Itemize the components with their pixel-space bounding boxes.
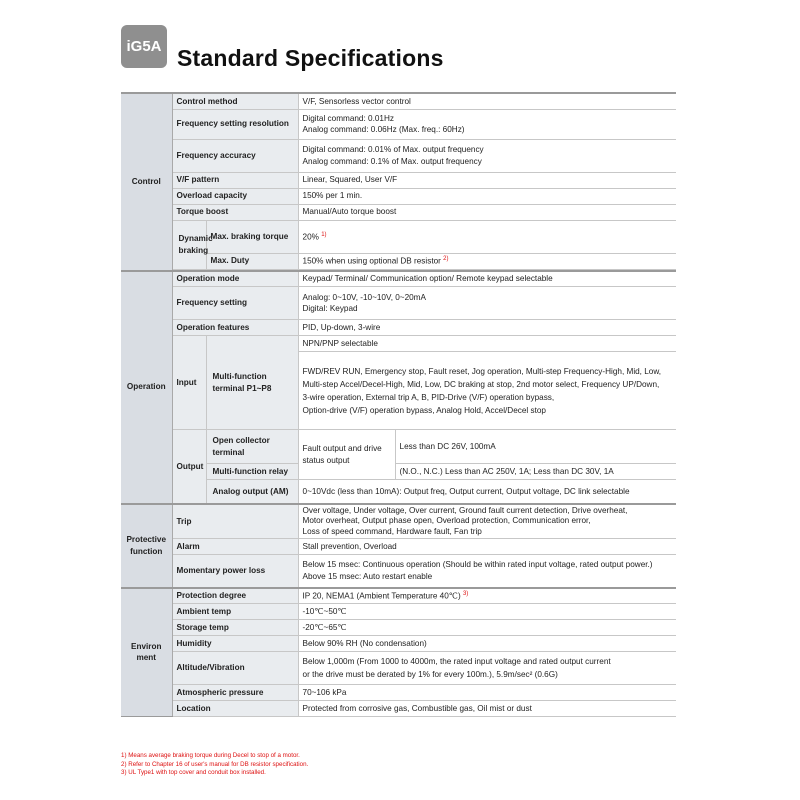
value-line: Loss of speed command, Hardware fault, Fan trip <box>302 526 482 536</box>
value-operation-mode: Keypad/ Terminal/ Communication option/ Remote keypad selectable <box>298 271 676 287</box>
value-frequency-resolution <box>298 109 676 139</box>
value-max-braking-torque <box>298 220 676 253</box>
label-open-collector: Open collector terminal <box>206 430 298 464</box>
row-control-method <box>121 93 676 109</box>
value-line: Digital command: 0.01% of Max. output frequency <box>302 145 484 154</box>
footnote: 1) Means average braking torque during Decel to stop of a motor. <box>121 752 300 759</box>
value-torque-boost: Manual/Auto torque boost <box>298 204 676 220</box>
value-line: Below 15 msec: Continuous operation (Should be within rated input voltage, rated output power.) <box>302 560 653 570</box>
row-protection-degree <box>121 588 676 604</box>
label-max-duty: Max. Duty <box>206 253 298 269</box>
label-frequency-resolution: Frequency setting resolution <box>172 109 298 139</box>
label-multi-function-terminal: Multi-function terminal P1~P8 <box>206 336 298 430</box>
value-line: Multi-step Accel/Decel-High, Mid, Low, DC braking at stop, 2nd motor select, Frequency UP/Down, <box>302 379 660 389</box>
label-operation-features: Operation features <box>172 320 298 336</box>
value-line: Motor overheat, Output phase open, Overload protection, Communication error, <box>302 516 591 525</box>
value-line: Analog command: 0.06Hz (Max. freq.: 60Hz) <box>302 125 465 134</box>
value-max-duty <box>298 253 676 269</box>
value-input-functions <box>298 352 676 430</box>
value-line: Digital command: 0.01Hz <box>302 113 394 123</box>
value-control-method: V/F, Sensorless vector control <box>298 93 676 109</box>
row-dynamic-braking-torque <box>121 220 676 253</box>
value-pressure: 70~106 kPa <box>298 685 676 701</box>
value-alarm: Stall prevention, Overload <box>298 539 676 555</box>
row-power-loss <box>121 555 676 588</box>
row-operation-mode <box>121 271 676 287</box>
value-line: Analog command: 0.1% of Max. output frequency <box>302 156 482 166</box>
value-line: Below 1,000m (From 1000 to 4000m, the rated input voltage and rated output current <box>302 657 611 666</box>
footnotes <box>121 752 308 778</box>
row-input-npn <box>121 336 676 352</box>
label-multi-function-relay: Multi-function relay <box>206 464 298 480</box>
label-frequency-accuracy: Frequency accuracy <box>172 139 298 172</box>
label-altitude: Altitude/Vibration <box>172 652 298 685</box>
label-max-braking-torque: Max. braking torque <box>206 220 298 253</box>
label-output: Output <box>172 430 206 504</box>
label-alarm: Alarm <box>172 539 298 555</box>
row-location <box>121 701 676 717</box>
value-ambient-temp: -10℃~50℃ <box>298 604 676 620</box>
label-operation-mode: Operation mode <box>172 271 298 287</box>
row-frequency-setting <box>121 287 676 320</box>
value-text: 20% <box>302 232 319 242</box>
row-overload <box>121 188 676 204</box>
row-storage-temp <box>121 620 676 636</box>
row-humidity <box>121 636 676 652</box>
value-analog-output: 0~10Vdc (less than 10mA): Output freq, Output current, Output voltage, DC link selectable <box>298 480 676 504</box>
label-storage-temp: Storage temp <box>172 620 298 636</box>
value-storage-temp: -20℃~65℃ <box>298 620 676 636</box>
value-text: 150% when using optional DB resistor <box>302 257 441 267</box>
label-dynamic-braking: Dynamic braking <box>172 220 206 269</box>
value-line: 3-wire operation, External trip A, B, PID-Drive (V/F) operation bypass, <box>302 392 555 402</box>
value-trip <box>298 504 676 539</box>
category-environment: Environ ment <box>121 588 172 717</box>
value-location: Protected from corrosive gas, Combustible gas, Oil mist or dust <box>298 701 676 717</box>
label-control-method: Control method <box>172 93 298 109</box>
category-operation: Operation <box>121 271 172 504</box>
footnote: 2) Refer to Chapter 16 of user's manual for DB resistor specification. <box>121 760 309 768</box>
label-overload: Overload capacity <box>172 188 298 204</box>
value-vf-pattern: Linear, Squared, User V/F <box>298 172 676 188</box>
label-pressure: Atmospheric pressure <box>172 685 298 701</box>
row-altitude <box>121 652 676 685</box>
value-multi-function-relay: (N.O., N.C.) Less than AC 250V, 1A; Less than DC 30V, 1A <box>395 464 676 480</box>
value-line: FWD/REV RUN, Emergency stop, Fault reset, Jog operation, Multi-step Frequency-High, Mid, Low, <box>302 366 662 376</box>
value-power-loss <box>298 555 676 588</box>
label-humidity: Humidity <box>172 636 298 652</box>
label-input: Input <box>172 336 206 430</box>
row-alarm <box>121 539 676 555</box>
row-operation-features <box>121 320 676 336</box>
label-vf-pattern: V/F pattern <box>172 172 298 188</box>
value-overload: 150% per 1 min. <box>298 188 676 204</box>
row-pressure <box>121 685 676 701</box>
page-title: Standard Specifications <box>177 45 444 71</box>
row-frequency-accuracy <box>121 139 676 172</box>
label-torque-boost: Torque boost <box>172 204 298 220</box>
label-power-loss: Momentary power loss <box>172 555 298 588</box>
value-operation-features: PID, Up-down, 3-wire <box>298 320 676 336</box>
value-line: Option-drive (V/F) operation bypass, Analog Hold, Accel/Decel stop <box>302 405 546 415</box>
value-line: Over voltage, Under voltage, Over current, Ground fault current detection, Drive overheat, <box>302 505 628 515</box>
label-analog-output: Analog output (AM) <box>206 480 298 504</box>
row-vf-pattern <box>121 172 676 188</box>
label-frequency-setting: Frequency setting <box>172 287 298 320</box>
model-badge: iG5A <box>121 25 167 68</box>
row-output-open-collector <box>121 430 676 464</box>
label-trip: Trip <box>172 504 298 539</box>
label-fault-output: Fault output and drive status output <box>298 430 395 480</box>
footnote: 3) UL Type1 with top cover and conduit box installed. <box>121 769 266 776</box>
value-line: Above 15 msec: Auto restart enable <box>302 571 433 581</box>
value-protection-degree <box>298 588 676 604</box>
value-altitude <box>298 652 676 685</box>
value-line: Analog: 0~10V, -10~10V, 0~20mA <box>302 292 426 302</box>
value-frequency-accuracy <box>298 139 676 172</box>
value-npn-pnp: NPN/PNP selectable <box>298 336 676 352</box>
value-line: or the drive must be derated by 1% for every 100m.), 5.9m/sec² (0.6G) <box>302 670 558 679</box>
value-humidity: Below 90% RH (No condensation) <box>298 636 676 652</box>
footnote-marker: 2) <box>443 256 449 263</box>
row-frequency-resolution <box>121 109 676 139</box>
label-location: Location <box>172 701 298 717</box>
category-protective: Protective function <box>121 504 172 588</box>
footnote-marker: 3) <box>462 591 469 598</box>
spec-table <box>121 92 676 717</box>
row-ambient-temp <box>121 604 676 620</box>
label-protection-degree: Protection degree <box>172 588 298 604</box>
row-trip <box>121 504 676 539</box>
value-text: IP 20, NEMA1 (Ambient Temperature 40℃) <box>302 591 461 601</box>
label-ambient-temp: Ambient temp <box>172 604 298 620</box>
footnote-marker: 1) <box>321 231 327 238</box>
value-open-collector: Less than DC 26V, 100mA <box>395 430 676 464</box>
row-torque-boost <box>121 204 676 220</box>
value-line: Digital: Keypad <box>302 304 358 313</box>
value-frequency-setting <box>298 287 676 320</box>
category-control: Control <box>121 93 172 271</box>
